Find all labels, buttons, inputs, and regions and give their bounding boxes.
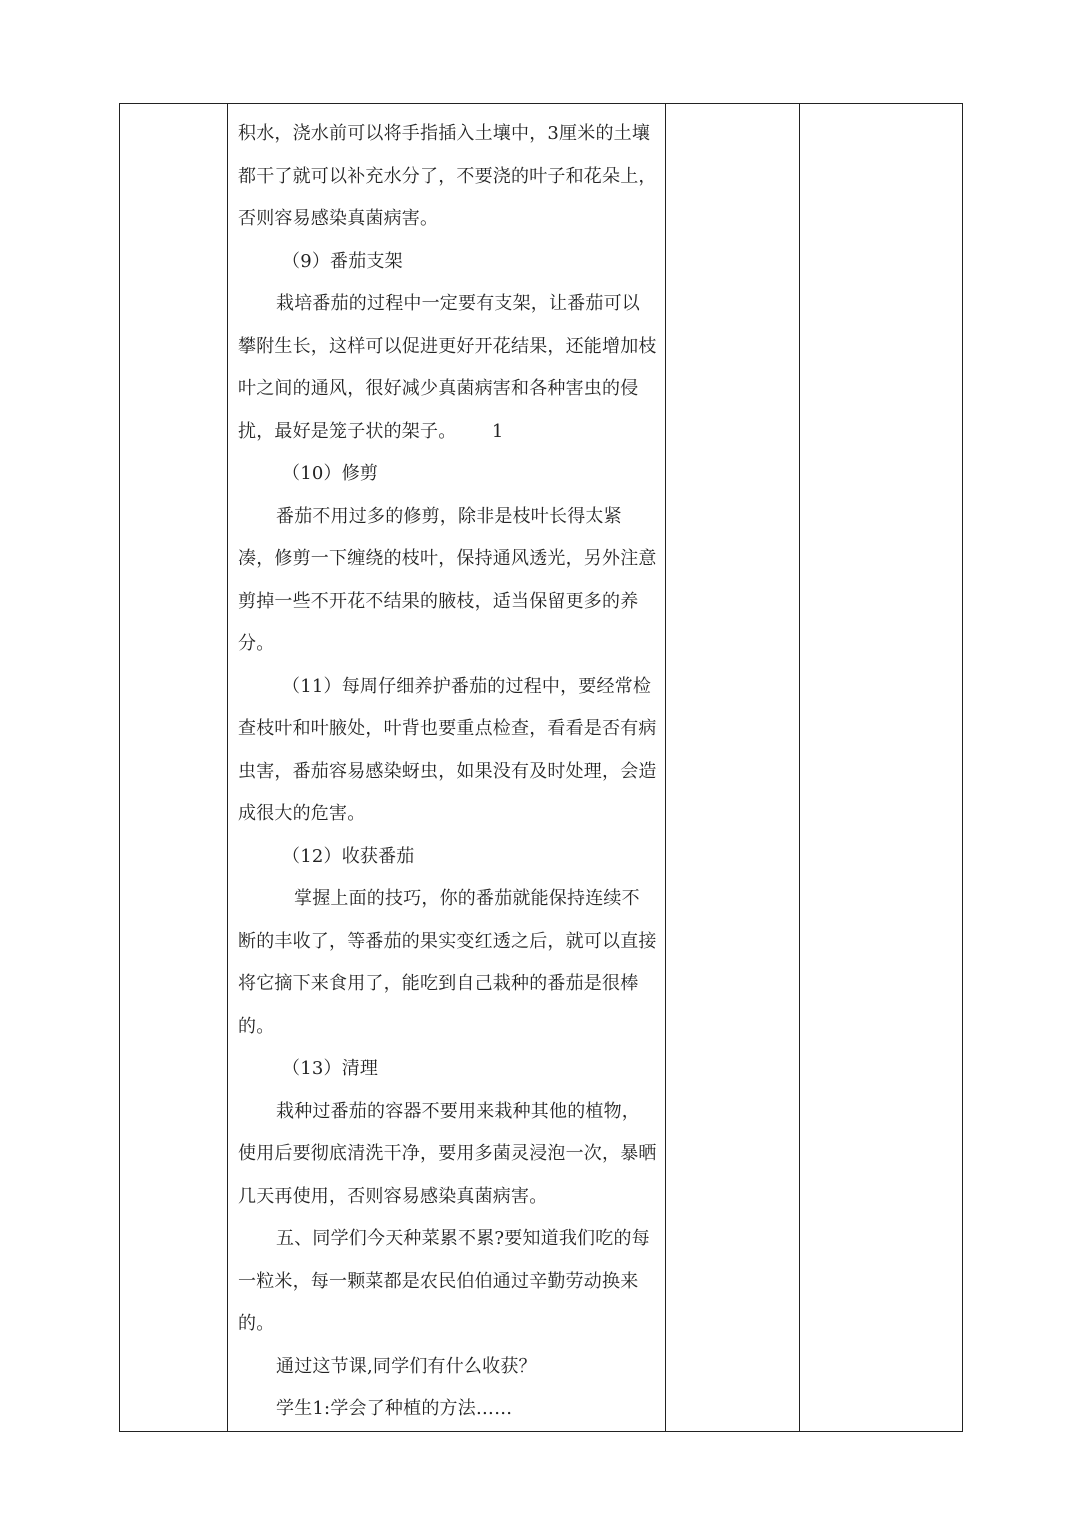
section-heading: （12）收获番茄 <box>282 845 415 867</box>
section-heading: （13）清理 <box>282 1058 379 1079</box>
paragraph: （11）每周仔细养护番茄的过程中，要经常检查枝叶和叶腋处，叶背也要重点检查，看看是否有病虫害，番茄容易感染蚜虫，如果没有及时处理，会造成很大的危害。 <box>238 675 657 824</box>
lesson-content <box>228 104 665 1431</box>
paragraph: 通过这节课,同学们有什么收获？ <box>276 1355 537 1377</box>
paragraph: 学生1:学会了种植的方法…… <box>276 1398 513 1419</box>
section-heading: （9）番茄支架 <box>282 250 403 272</box>
table-cell-notes <box>666 104 800 1432</box>
paragraph: 栽培番茄的过程中一定要有支架，让番茄可以攀附生长，这样可以促进更好开花结果，还能增加枝叶之间的通风，很好减少真菌病害和各种害虫的侵扰，最好是笼子状的架子。 1 <box>238 293 657 442</box>
table-row <box>120 104 963 1432</box>
paragraph: 五、同学们今天种菜累不累?要知道我们吃的每一粒米，每一颗菜都是农民伯伯通过辛勤劳动换来的。 <box>238 1228 650 1334</box>
table-cell-left <box>120 104 228 1432</box>
table-cell-content <box>228 104 666 1432</box>
paragraph: 番茄不用过多的修剪，除非是枝叶长得太紧凑，修剪一下缠绕的枝叶，保持通风透光，另外注意剪掉一些不开花不结果的腋枝，适当保留更多的养分。 <box>238 505 657 654</box>
lesson-table <box>119 103 963 1432</box>
section-heading: （10）修剪 <box>282 463 379 484</box>
paragraph: 积水，浇水前可以将手指插入土壤中，3厘米的土壤都干了就可以补充水分了，不要浇的叶子和花朵上，否则容易感染真菌病害。 <box>238 123 657 229</box>
table-cell-right <box>800 104 963 1432</box>
paragraph: 掌握上面的技巧，你的番茄就能保持连续不断的丰收了，等番茄的果实变红透之后，就可以直接将它摘下来食用了，能吃到自己栽种的番茄是很棒的。 <box>238 888 657 1037</box>
paragraph: 栽种过番茄的容器不要用来栽种其他的植物，使用后要彻底清洗干净，要用多菌灵浸泡一次，暴晒几天再使用，否则容易感染真菌病害。 <box>238 1100 657 1207</box>
